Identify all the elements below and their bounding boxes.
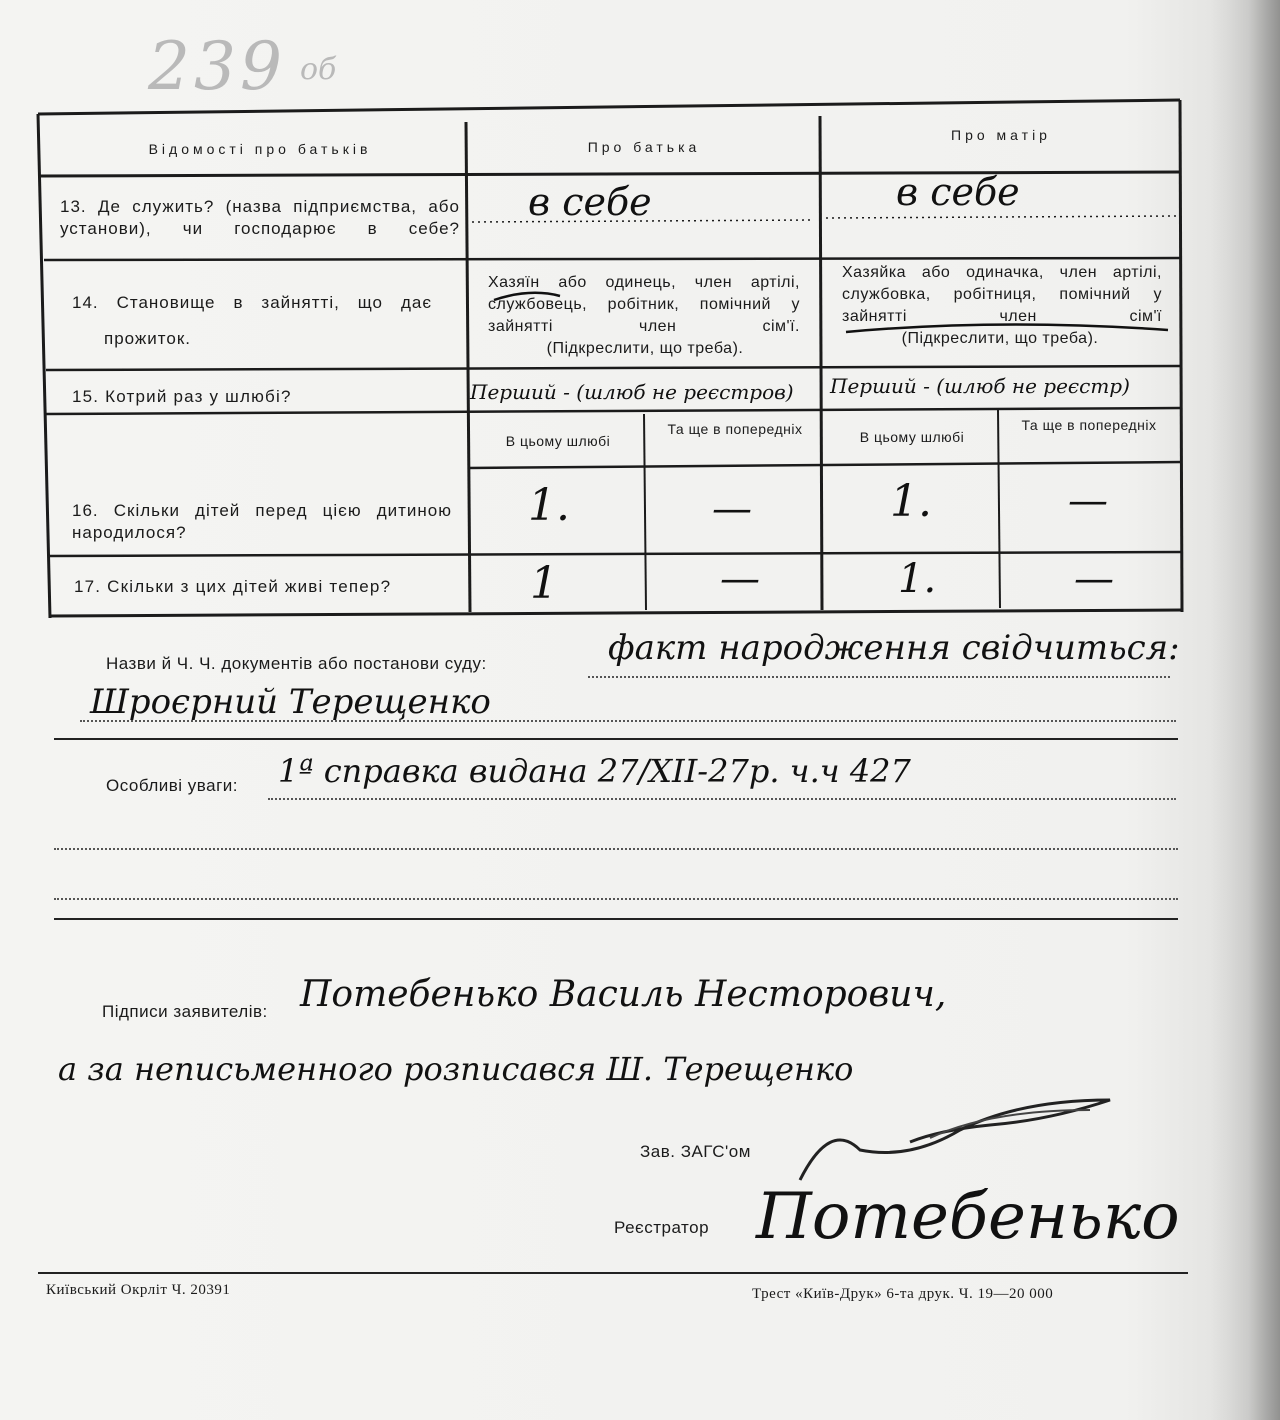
subheader-father-previous: Та ще в попередніх xyxy=(667,421,803,437)
documents-separator xyxy=(54,738,1178,740)
row14-father-note: (Підкреслити, що треба). xyxy=(546,340,744,357)
row15-mother-value: Перший - (шлюб не реєстр) xyxy=(830,374,1130,398)
row17-mother-this: 1. xyxy=(898,556,937,602)
row13-mother-value: в себе xyxy=(896,170,1020,214)
registrar-signature: Потебенько xyxy=(756,1180,1180,1254)
signatures-label: Підписи заявителів: xyxy=(102,1002,268,1021)
notes-label: Особливі уваги: xyxy=(106,776,239,795)
head-of-registry-label: Зав. ЗАГС'ом xyxy=(640,1142,751,1161)
documents-value-line1: факт народження свідчиться: xyxy=(608,628,1180,668)
registrar-label: Реєстратор xyxy=(614,1218,710,1237)
row16-father-this: 1. xyxy=(528,480,570,531)
row16-father-prev: — xyxy=(712,486,752,532)
page-number: 239 xyxy=(148,28,286,105)
row15-father-value: Перший - (шлюб не реєстров) xyxy=(470,380,794,404)
row17-father-this: 1 xyxy=(530,558,558,609)
signatures-value-line1: Потебенько Василь Несторович, xyxy=(300,974,947,1015)
row14-mother-options: Хазяйка або одиначка, член артілі, службовка, робітниця, помічний у зайнятті член сім'ї xyxy=(842,264,1162,325)
row16-question: 16. Скільки дітей перед цією дитиною народилося? xyxy=(72,501,452,542)
subheader-mother-this: В цьому шлюбі xyxy=(859,429,965,445)
row15-question: 15. Котрий раз у шлюбі? xyxy=(72,387,292,406)
row16-mother-this: 1. xyxy=(890,476,932,527)
head-signature-icon xyxy=(790,1080,1130,1190)
row17-father-prev: — xyxy=(720,556,760,602)
documents-fill-line-1 xyxy=(588,676,1170,678)
subheader-father-this: В цьому шлюбі xyxy=(505,433,611,449)
page-number-suffix: об xyxy=(300,52,337,87)
documents-value-line2: Шроєрний Терещенко xyxy=(90,682,491,722)
documents-label: Назви й Ч. Ч. документів або постанови суду: xyxy=(106,654,487,673)
notes-fill-line xyxy=(268,798,1176,800)
subheader-mother-previous: Та ще в попередніх xyxy=(1021,417,1157,433)
row14-question-line2: прожиток. xyxy=(104,329,192,348)
row16-mother-prev: — xyxy=(1068,478,1108,524)
row13-father-value: в себе xyxy=(528,180,652,224)
header-mother: Про матір xyxy=(951,127,1051,143)
footer-separator xyxy=(38,1272,1188,1274)
notes-separator xyxy=(54,918,1178,920)
row14-question-line1: 14. Становище в зайнятті, що дає xyxy=(72,293,432,312)
row14-father-options: Хазяїн або одинець, член артілі, службовець, робітник, помічний у зайнятті член сім'ї. xyxy=(488,274,800,335)
row17-mother-prev: — xyxy=(1074,556,1114,602)
signatures-value-line2: а за неписьменного розписався Ш. Терещенко xyxy=(58,1050,854,1088)
row13-question: 13. Де служить? (назва підприємства, або установи), чи господарює в себе? xyxy=(60,197,460,238)
notes-fill-line-2 xyxy=(54,848,1178,850)
notes-value: 1ª справка видана 27/XII-27р. ч.ч 427 xyxy=(278,752,911,790)
row17-question: 17. Скільки з цих дітей живі тепер? xyxy=(74,577,392,596)
footer-right: Трест «Київ-Друк» 6-та друк. Ч. 19—20 000 xyxy=(752,1286,1054,1302)
row14-mother-note: (Підкреслити, що треба). xyxy=(901,330,1099,347)
footer-left: Київський Окрліт Ч. 20391 xyxy=(46,1282,231,1298)
header-info: Відомості про батьків xyxy=(148,141,372,157)
header-father: Про батька xyxy=(587,139,701,155)
notes-fill-line-3 xyxy=(54,898,1178,900)
